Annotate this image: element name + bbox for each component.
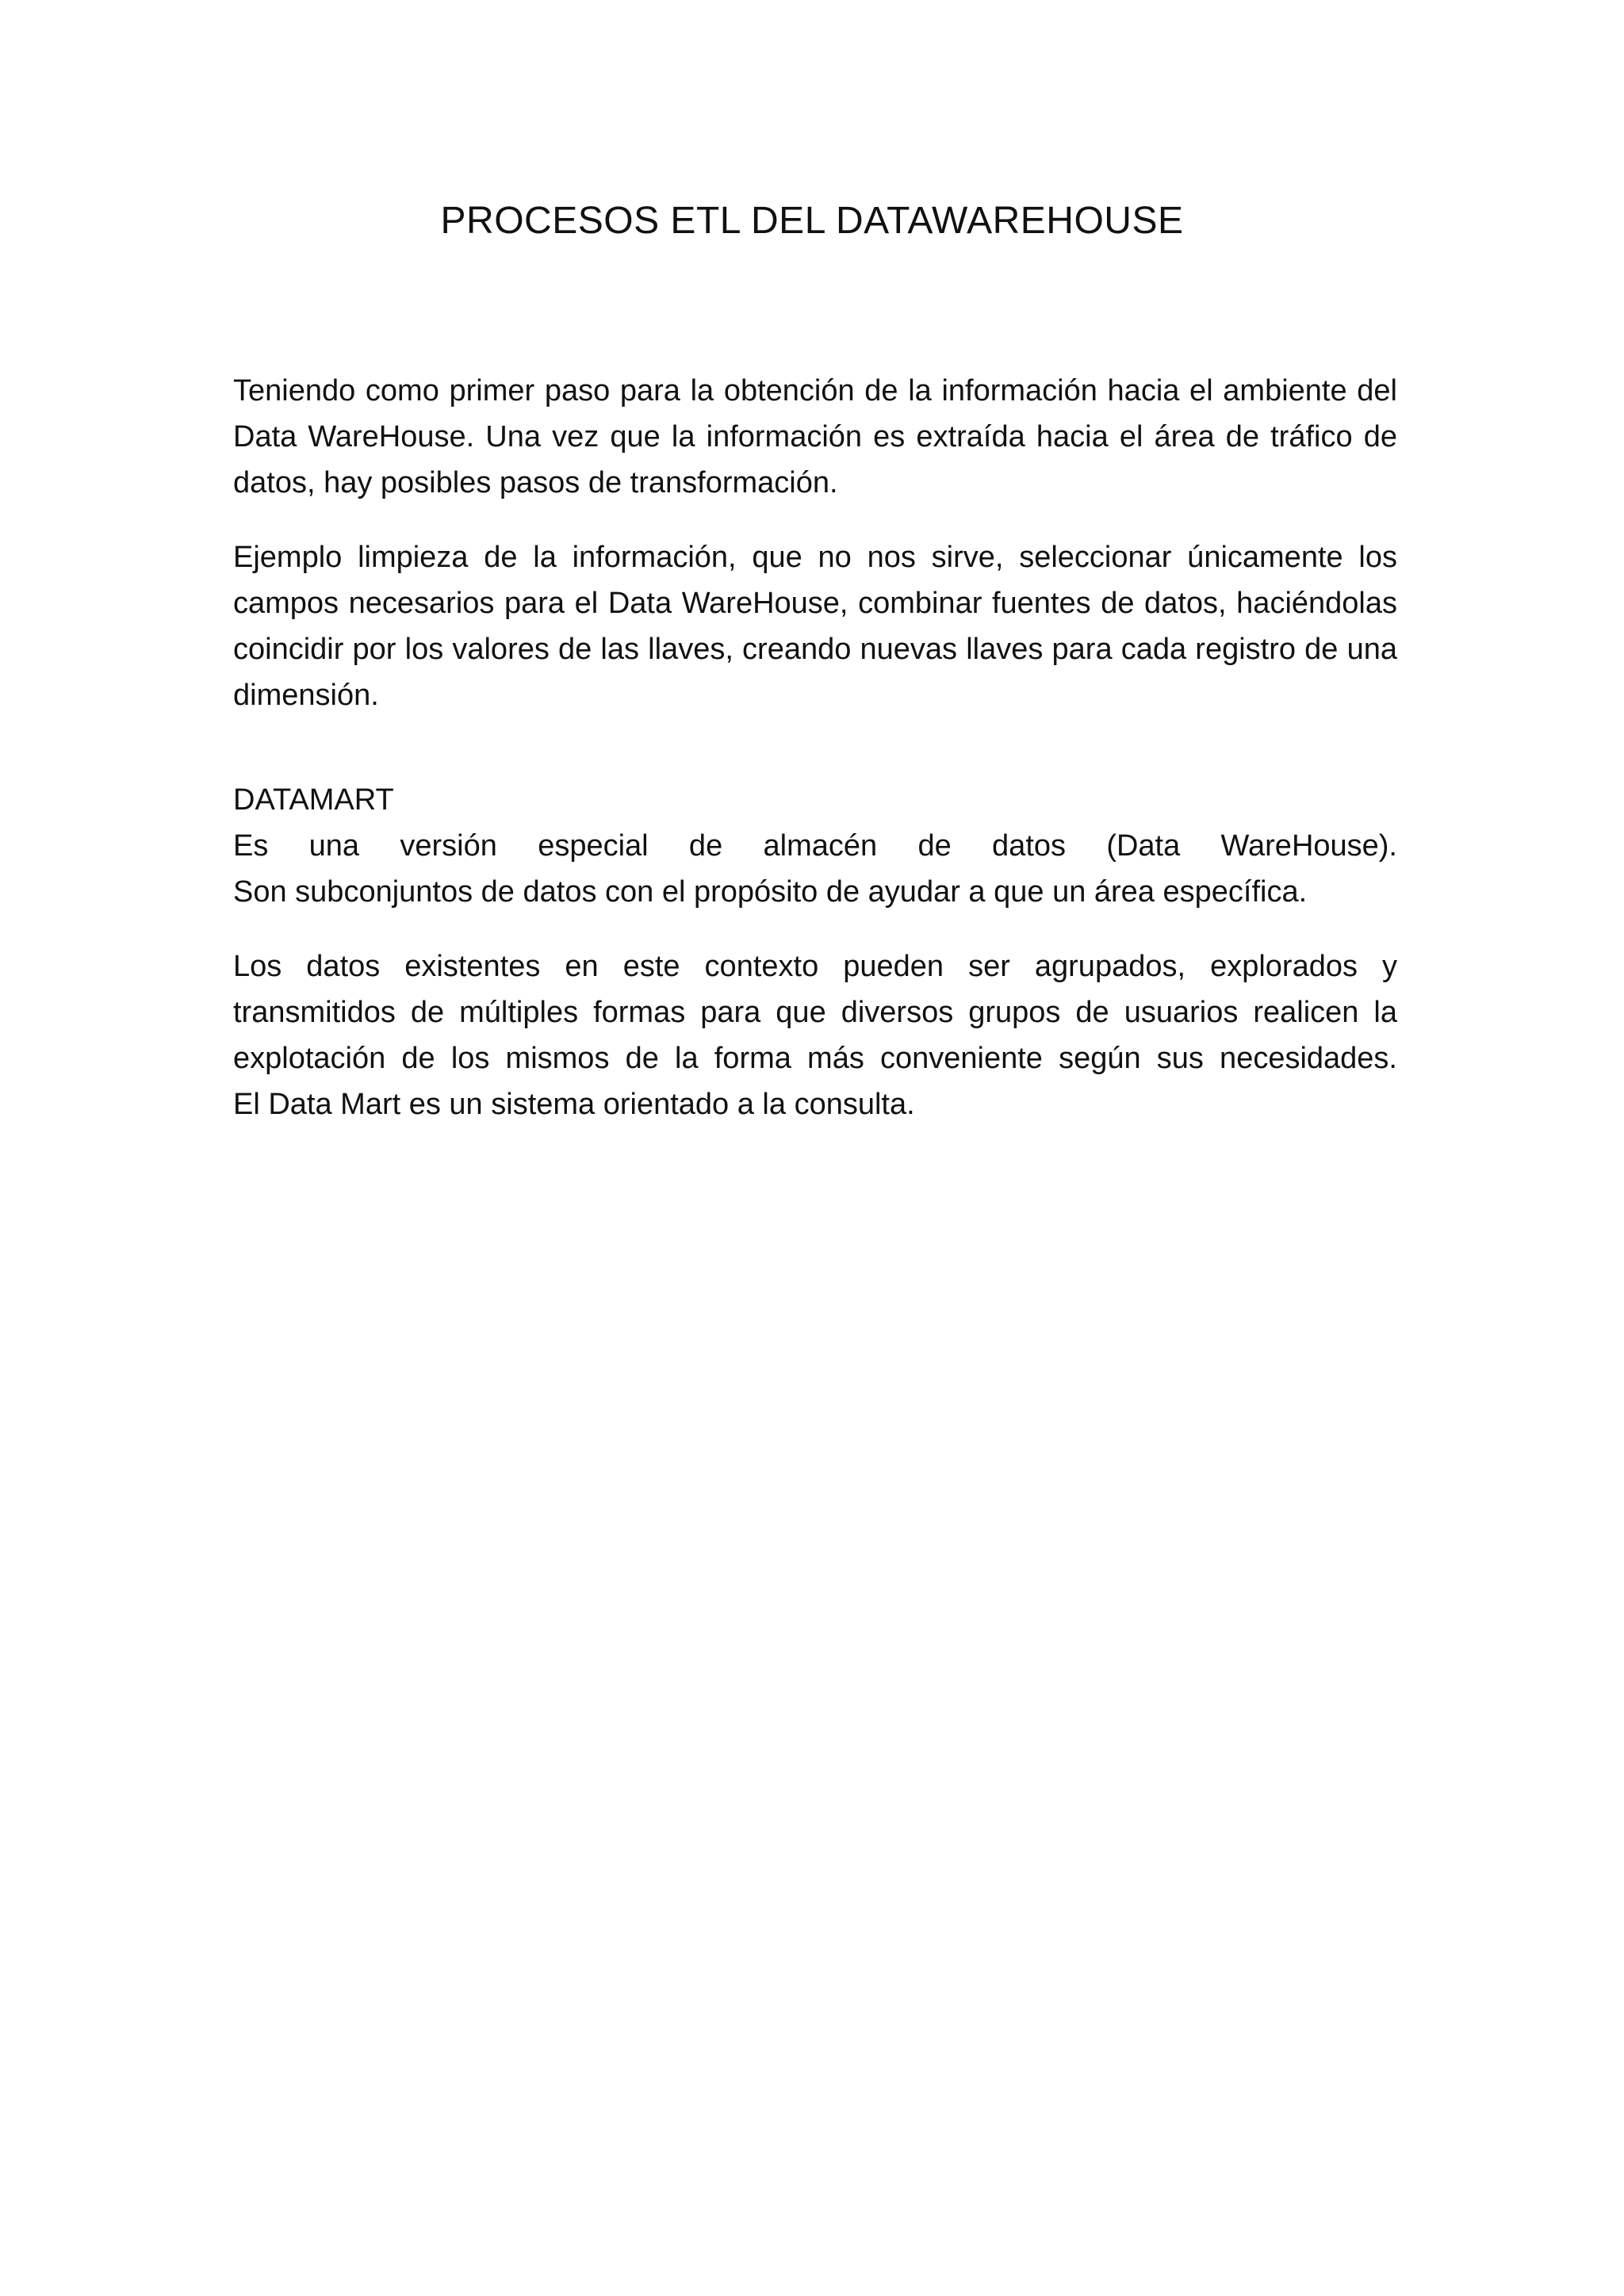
datamart-usage-body: Los datos existentes en este contexto pueden ser agrupados, explorados y transmitidos de múltiples formas para que diversos grupos de usuarios realicen la explotación de los mismos de la forma más conveniente según sus necesidades. — [233, 950, 1397, 1075]
datamart-definition-line-2: Son subconjuntos de datos con el propósito de ayudar a que un área específica. — [233, 875, 1308, 909]
paragraph-datamart-usage — [233, 943, 1397, 1127]
document-body — [233, 368, 1397, 1127]
paragraph-intro: Teniendo como primer paso para la obtención de la información hacia el ambiente del Data WareHouse. Una vez que la información es extraída hacia el área de tráfico de datos, hay posibles pasos de transformación. — [233, 374, 1397, 499]
document-title: PROCESOS ETL DEL DATAWAREHOUSE — [440, 200, 1184, 242]
datamart-definition-line-1: Es una versión especial de almacén de datos (Data WareHouse). — [233, 829, 1397, 863]
datamart-usage-last-line: El Data Mart es un sistema orientado a la consulta. — [233, 1088, 915, 1121]
section-heading-datamart: DATAMART — [233, 783, 394, 817]
paragraph-example: Ejemplo limpieza de la información, que no nos sirve, seleccionar únicamente los campos necesarios para el Data WareHouse, combinar fuentes de datos, haciéndolas coincidir por los valores de las llaves, creando nuevas llaves para cada registro de una dimensión. — [233, 541, 1397, 712]
paragraph-datamart-definition — [233, 823, 1397, 915]
